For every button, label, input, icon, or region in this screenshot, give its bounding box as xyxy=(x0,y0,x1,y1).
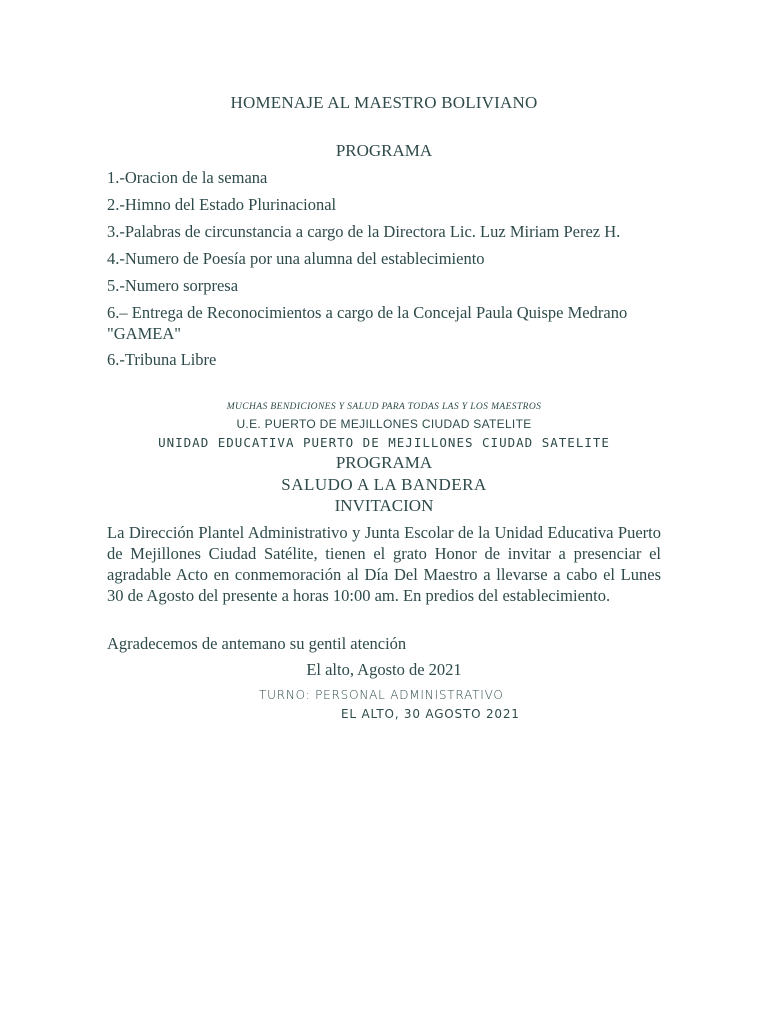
program-item: 6.– Entrega de Reconocimientos a cargo de la Concejal Paula Quispe Medrano "GAMEA" xyxy=(107,303,628,343)
program-item: 6.-Tribuna Libre xyxy=(107,350,217,369)
salute-heading: SALUDO A LA BANDERA xyxy=(281,475,487,494)
program-item: 1.-Oracion de la semana xyxy=(107,168,268,187)
invitation-heading: INVITACION xyxy=(334,496,434,515)
program-heading: PROGRAMA xyxy=(335,141,433,160)
blessing-line: MUCHAS BENDICIONES Y SALUD PARA TODAS LAS Y LOS MAESTROS xyxy=(226,402,542,412)
document-title: HOMENAJE AL MAESTRO BOLIVIANO xyxy=(230,93,538,112)
place-date: El alto, Agosto de 2021 xyxy=(306,660,462,679)
turn-line: TURNO: PERSONAL ADMINISTRATIVO xyxy=(259,688,504,702)
program-item: 5.-Numero sorpresa xyxy=(107,276,239,295)
school-short-name: U.E. PUERTO DE MEJILLONES CIUDAD SATELITE xyxy=(236,417,532,431)
thanks-line: Agradecemos de antemano su gentil atención xyxy=(107,634,407,653)
school-full-name: UNIDAD EDUCATIVA PUERTO DE MEJILLONES CIUDAD SATELITE xyxy=(158,435,610,450)
program-item: 2.-Himno del Estado Plurinacional xyxy=(107,195,337,214)
invitation-body: La Dirección Plantel Administrativo y Junta Escolar de la Unidad Educativa Puerto de Mejillones Ciudad Satélite, tienen el grato Honor de invitar a presenciar el agradable Acto en conmemoración al Día Del Maestro a llevarse a cabo el Lunes 30 de Agosto del presente a horas 10:00 am. En predios del establecimiento. xyxy=(107,523,661,605)
turn-date-line: EL ALTO, 30 AGOSTO 2021 xyxy=(341,707,520,721)
program-list xyxy=(107,167,667,376)
program-item: 4.-Numero de Poesía por una alumna del establecimiento xyxy=(107,249,485,268)
program-item: 3.-Palabras de circunstancia a cargo de la Directora Lic. Luz Miriam Perez H. xyxy=(107,222,621,241)
second-program-heading: PROGRAMA xyxy=(335,453,433,472)
